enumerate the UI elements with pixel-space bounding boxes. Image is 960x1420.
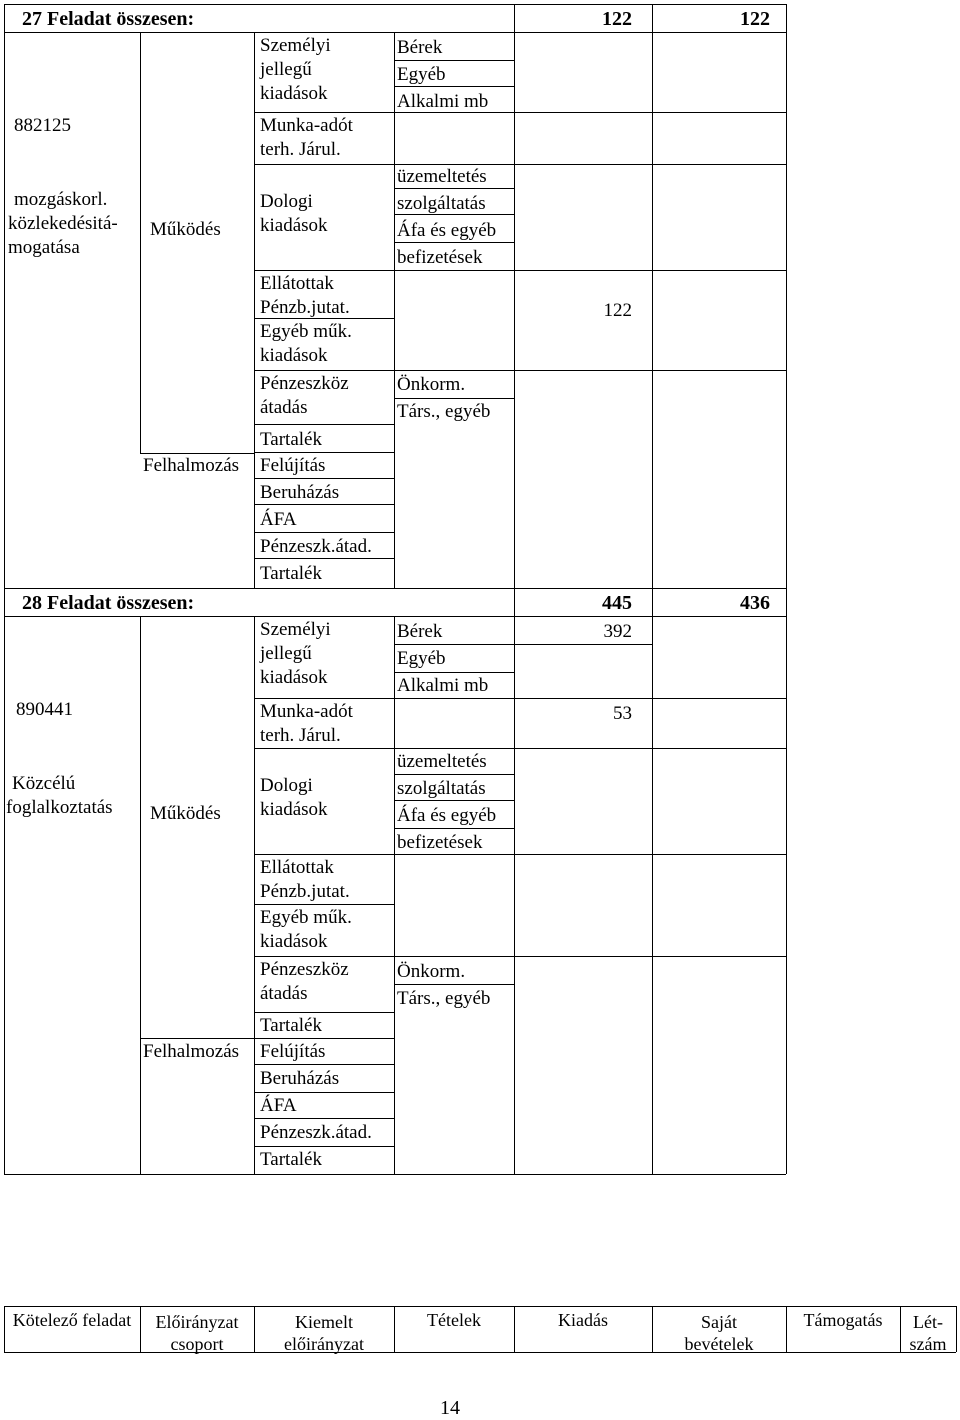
kiadas-munkaado: 53 xyxy=(613,703,632,724)
kiemelt-szemelyi: Személyi jellegű kiadások xyxy=(260,619,331,688)
tetel-szolgaltatas: szolgáltatás xyxy=(397,778,486,799)
kiemelt-ellatottak: Ellátottak Pénzb.jutat. xyxy=(260,273,350,318)
kiemelt-afa: ÁFA xyxy=(260,509,297,530)
kotelezo-feladat-code: 890441 xyxy=(16,699,73,720)
footer-tamogatas: Támogatás xyxy=(803,1310,883,1330)
tetel-egyeb: Egyéb xyxy=(397,64,446,85)
kiemelt-tartalek: Tartalék xyxy=(260,429,322,450)
kiemelt-penzeszk-atad: Pénzeszk.átad. xyxy=(260,1122,372,1143)
tetel-onkorm: Önkorm. xyxy=(397,374,466,395)
footer-tetelek: Tételek xyxy=(427,1310,481,1330)
kiadas-ellatottak: 122 xyxy=(603,300,632,321)
tetel-uzemeltetes: üzemeltetés xyxy=(397,751,487,772)
kiemelt-dologi: Dologi kiadások xyxy=(260,191,328,236)
section-header-value-2: 436 xyxy=(740,592,770,614)
kiemelt-beruhazas: Beruházás xyxy=(260,1068,340,1089)
tetel-berek: Bérek xyxy=(397,621,443,642)
tetel-alkalmi: Alkalmi mb xyxy=(397,91,489,112)
eloiranyzat-csoport-mukodes: Működés xyxy=(150,219,221,240)
kotelezo-feladat-code: 882125 xyxy=(14,115,71,136)
eloiranyzat-csoport-mukodes: Működés xyxy=(150,803,221,824)
kiadas-berek: 392 xyxy=(603,621,632,642)
section-header-value-1: 122 xyxy=(602,8,632,30)
eloiranyzat-csoport-felhalmozas: Felhalmozás xyxy=(143,455,240,476)
section-header-label: 28 Feladat összesen: xyxy=(22,592,195,614)
kiemelt-felujitas: Felújítás xyxy=(260,455,326,476)
kiemelt-penzeszkoz: Pénzeszköz átadás xyxy=(260,959,349,1004)
footer-letszam: Lét- szám xyxy=(909,1312,947,1354)
kiemelt-beruhazas: Beruházás xyxy=(260,482,340,503)
kiemelt-munkaado: Munka-adót terh. Járul. xyxy=(260,115,353,160)
kiemelt-tartalek-2: Tartalék xyxy=(260,563,322,584)
tetel-berek: Bérek xyxy=(397,37,443,58)
footer-kiemelt-eloiranyzat: Kiemelt előirányzat xyxy=(284,1312,364,1354)
tetel-onkorm: Önkorm. xyxy=(397,961,466,982)
kiemelt-tartalek: Tartalék xyxy=(260,1015,322,1036)
tetel-uzemeltetes: üzemeltetés xyxy=(397,166,487,187)
kiemelt-afa: ÁFA xyxy=(260,1095,297,1116)
footer-eloiranyzat-csoport: Előirányzat csoport xyxy=(155,1312,239,1354)
tetel-egyeb: Egyéb xyxy=(397,648,446,669)
tetel-alkalmi: Alkalmi mb xyxy=(397,675,489,696)
kiemelt-penzeszk-atad: Pénzeszk.átad. xyxy=(260,536,372,557)
tetel-tars-egyeb: Társ., egyéb xyxy=(397,401,491,422)
kiemelt-dologi: Dologi kiadások xyxy=(260,775,328,820)
kiemelt-munkaado: Munka-adót terh. Járul. xyxy=(260,701,353,746)
kiemelt-egyeb-muk: Egyéb műk. kiadások xyxy=(260,907,352,952)
tetel-afa-egyeb: Áfa és egyéb xyxy=(397,805,497,826)
tetel-befizetesek: befizetések xyxy=(397,832,483,853)
eloiranyzat-csoport-felhalmozas: Felhalmozás xyxy=(143,1041,240,1062)
kiemelt-felujitas: Felújítás xyxy=(260,1041,326,1062)
kiemelt-penzeszkoz: Pénzeszköz átadás xyxy=(260,373,349,418)
section-header-value-1: 445 xyxy=(602,592,632,614)
kotelezo-feladat-name: Közcélú foglalkoztatás xyxy=(6,773,113,818)
tetel-tars-egyeb: Társ., egyéb xyxy=(397,988,491,1009)
footer-kiadas: Kiadás xyxy=(558,1310,608,1330)
page-number: 14 xyxy=(440,1397,460,1419)
section-header-value-2: 122 xyxy=(740,8,770,30)
kiemelt-egyeb-muk: Egyéb műk. kiadások xyxy=(260,321,352,366)
tetel-afa-egyeb: Áfa és egyéb xyxy=(397,220,497,241)
kotelezo-feladat-name: mozgáskorl. közlekedésitá- mogatása xyxy=(8,189,118,258)
section-header-label: 27 Feladat összesen: xyxy=(22,8,195,30)
tetel-befizetesek: befizetések xyxy=(397,247,483,268)
kiemelt-ellatottak: Ellátottak Pénzb.jutat. xyxy=(260,857,350,902)
kiemelt-szemelyi: Személyi jellegű kiadások xyxy=(260,35,331,104)
kiemelt-tartalek-2: Tartalék xyxy=(260,1149,322,1170)
footer-sajat-bevetelek: Saját bevételek xyxy=(684,1312,754,1354)
tetel-szolgaltatas: szolgáltatás xyxy=(397,193,486,214)
footer-kotelezo-feladat: Kötelező feladat xyxy=(12,1310,132,1330)
